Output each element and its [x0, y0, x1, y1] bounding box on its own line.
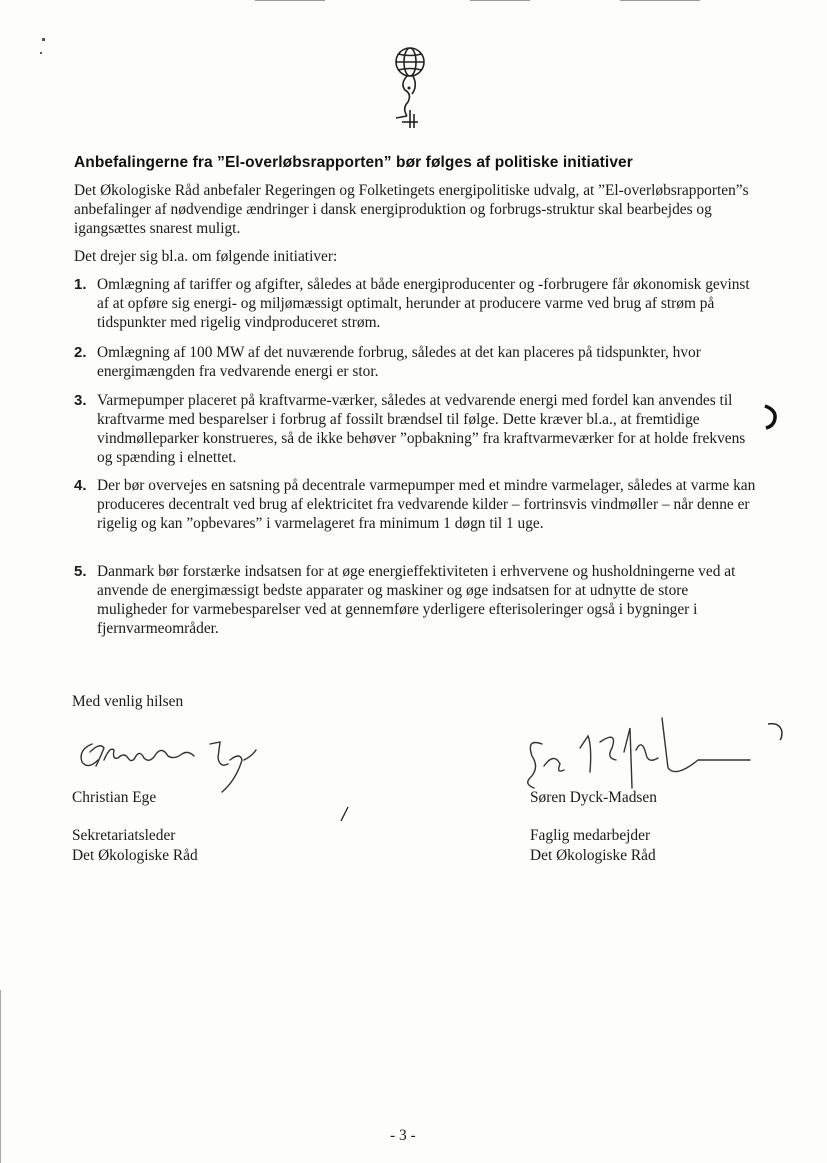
intro-paragraph: Det Økologiske Råd anbefaler Regeringen og Folketingets energipolitiske udvalg, at ”El-overløbsrapporten”s anbefalinger af nødvendige ændringer i dansk energiproduktion og forbrugs-struktur skal bearbejdes og igangsættes snarest muligt. — [74, 182, 749, 237]
initiative-list-item — [74, 343, 758, 381]
initiative-number: 4. — [74, 477, 87, 494]
initiative-text: Danmark bør forstærke indsatsen for at øge energieffektiviteten i erhvervene og husholdningerne ved at anvende de energimæssigt bedste apparater og maskiner og øge indsatsen for at udnytte de store muligheder for varmebesparelser ved at gennemføre yderligere efterisoleringer også i bygninger i fjernvarmeområder. — [97, 563, 736, 637]
signatory-organization: Det Økologiske Råd — [72, 847, 198, 864]
initiative-list-item — [74, 562, 758, 638]
letter-heading: Anbefalingerne fra ”El-overløbsrapporten” bør følges af politiske initiativer — [74, 154, 633, 171]
scan-speck — [40, 52, 42, 54]
scan-speck — [42, 38, 45, 41]
scan-edge-line — [0, 990, 1, 1163]
initiative-number: 3. — [74, 392, 87, 409]
initiative-list-item — [74, 391, 758, 467]
initiatives-lead-text: Det drejer sig bl.a. om følgende initiativer: — [74, 248, 338, 265]
closing-greeting: Med venlig hilsen — [72, 693, 184, 710]
initiative-text: Varmepumper placeret på kraftvarme-værker, således at vedvarende energi med fordel kan anvendes til kraftvarme med besparelser i forbrug af fossilt brændsel til følge. Dette kræver bl.a., at fremtidige vindmølleparker konstrueres, så de ikke behøver ”opbakning” fra kraftvarmeværker for at holde frekvens og spænding i elnettet. — [97, 392, 746, 466]
punch-hole-mark-icon — [762, 404, 778, 430]
initiative-text: Omlægning af 100 MW af det nuværende forbrug, således at det kan placeres på tidspunkter, hvor energimængden fra vedvarende energi er stor. — [97, 344, 701, 380]
initiative-number: 1. — [74, 276, 87, 293]
scan-edge-line — [620, 0, 700, 1]
signatory-organization: Det Økologiske Råd — [530, 847, 656, 864]
signatory-left — [72, 788, 198, 866]
page-number: - 3 - — [390, 1127, 416, 1144]
signatory-name: Søren Dyck-Madsen — [530, 789, 657, 806]
initiative-list-item — [74, 476, 758, 533]
initiative-list-item — [74, 275, 758, 332]
signatory-right — [530, 788, 657, 866]
scan-edge-line — [255, 0, 325, 1]
scan-edge-line — [470, 0, 530, 1]
initiative-number: 5. — [74, 563, 87, 580]
signatory-title: Faglig medarbejder — [530, 827, 651, 844]
initiative-number: 2. — [74, 344, 87, 361]
pen-stroke-mark-icon — [338, 806, 350, 822]
punch-hole-mark-icon — [766, 720, 786, 742]
initiative-text: Omlægning af tariffer og afgifter, således at både energiproducenter og -forbrugere får økonomisk gevinst af at opføre sig energi- og miljømæssigt optimalt, herunder at producere varme ved brug af strøm på tidspunkter med rigelig vindproduceret strøm. — [97, 276, 750, 331]
signatory-name: Christian Ege — [72, 789, 157, 806]
handwritten-signature-left — [70, 730, 260, 794]
globe-figure-logo-icon — [388, 44, 432, 132]
signatory-title: Sekretariatsleder — [72, 827, 176, 844]
initiative-text: Der bør overvejes en satsning på decentrale varmepumper med et mindre varmelager, således at varme kan produceres decentralt ved brug af elektricitet fra vedvarende kilder – fortrinsvis vindmøller – når denne er rigelig og kan ”opbevares” i varmelageret fra minimum 1 døgn til 1 uge. — [97, 477, 756, 532]
